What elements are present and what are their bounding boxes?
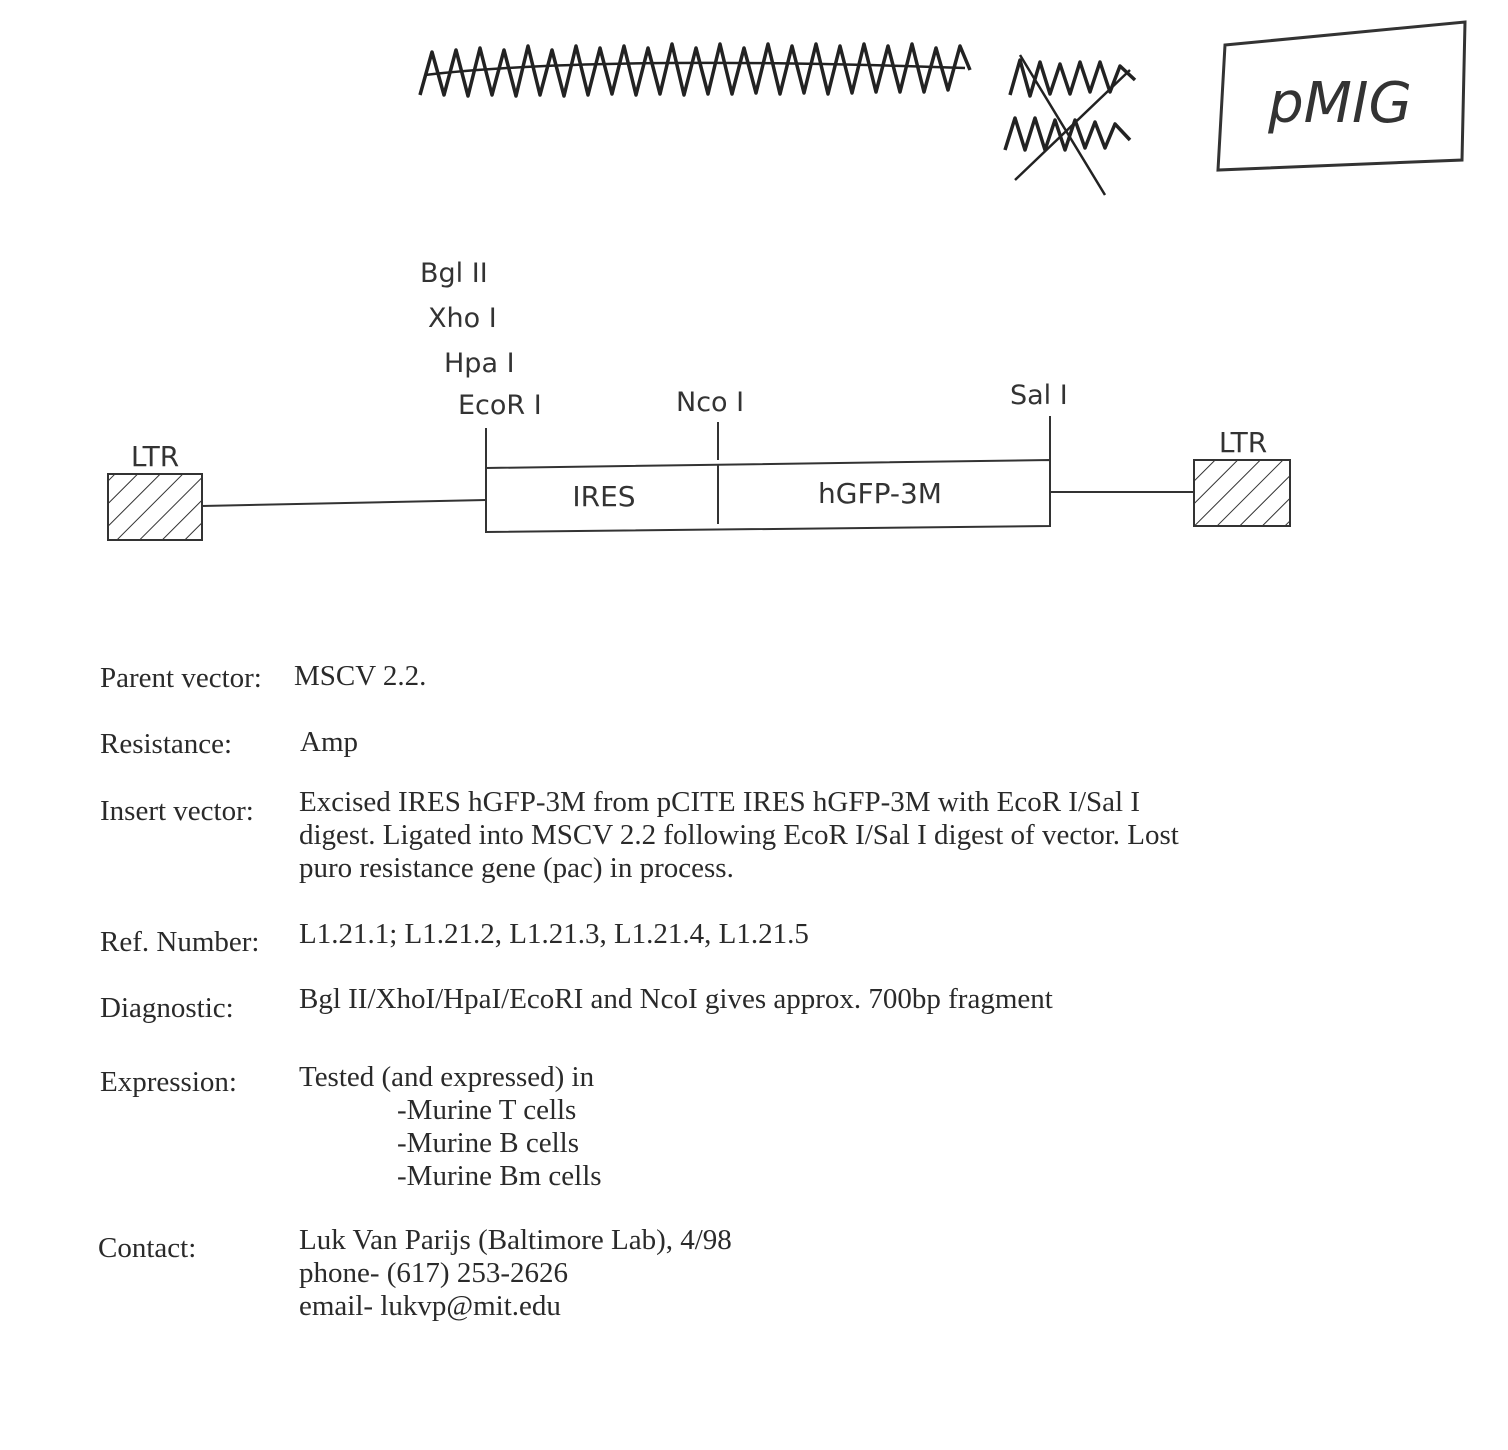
resistance-value: Amp: [300, 726, 358, 758]
vector-map-diagram: [0, 0, 1508, 600]
site-bglii: Bgl II: [420, 258, 488, 289]
insert-vector-line: puro resistance gene (pac) in process.: [299, 852, 734, 884]
contact-label: Contact:: [98, 1232, 197, 1264]
insert-vector-line: Excised IRES hGFP-3M from pCITE IRES hGFP-3M with EcoR I/Sal I: [299, 786, 1140, 818]
site-ncoi: Nco I: [676, 387, 745, 418]
restriction-sites-left: [420, 258, 542, 421]
contact-value: [299, 1224, 1309, 1323]
insert-vector-value: [299, 786, 1309, 885]
ref-number-value: L1.21.1; L1.21.2, L1.21.3, L1.21.4, L1.21.5: [299, 918, 809, 950]
contact-line: Luk Van Parijs (Baltimore Lab), 4/98: [299, 1224, 732, 1256]
site-hpai: Hpa I: [444, 348, 515, 379]
title-box: [1218, 22, 1465, 170]
ltr-right-box: [1194, 460, 1290, 526]
expression-intro: Tested (and expressed) in: [299, 1061, 595, 1093]
ltr-left-label: LTR: [130, 440, 180, 473]
contact-line: email- lukvp@mit.edu: [299, 1290, 561, 1322]
segment-ires: IRES: [572, 480, 636, 513]
insert-box: [486, 460, 1050, 532]
site-xhoi: Xho I: [428, 303, 497, 334]
parent-vector-value: MSCV 2.2.: [294, 660, 427, 692]
scribbled-out-heading: [420, 44, 1135, 195]
resistance-label: Resistance:: [100, 728, 233, 760]
expression-item: -Murine Bm cells: [397, 1160, 602, 1192]
title-box-text: pMIG: [1268, 71, 1412, 136]
expression-label: Expression:: [100, 1066, 237, 1098]
expression-item: -Murine T cells: [397, 1094, 577, 1126]
expression-value: [299, 1061, 1309, 1193]
site-ecori: EcoR I: [458, 390, 542, 421]
expression-item: -Murine B cells: [397, 1127, 580, 1159]
backbone-left: [202, 500, 486, 506]
site-sali: Sal I: [1010, 380, 1068, 411]
insert-vector-line: digest. Ligated into MSCV 2.2 following EcoR I/Sal I digest of vector. Lost: [299, 819, 1179, 851]
segment-hgfp: hGFP-3M: [818, 477, 942, 510]
ltr-right-label: LTR: [1218, 426, 1268, 459]
ltr-left-box: [108, 474, 202, 540]
diagnostic-label: Diagnostic:: [100, 992, 234, 1024]
insert-vector-label: Insert vector:: [100, 795, 254, 827]
parent-vector-label: Parent vector:: [100, 662, 262, 694]
ref-number-label: Ref. Number:: [100, 926, 260, 958]
diagnostic-value: Bgl II/XhoI/HpaI/EcoRI and NcoI gives approx. 700bp fragment: [299, 983, 1053, 1015]
contact-line: phone- (617) 253-2626: [299, 1257, 569, 1289]
